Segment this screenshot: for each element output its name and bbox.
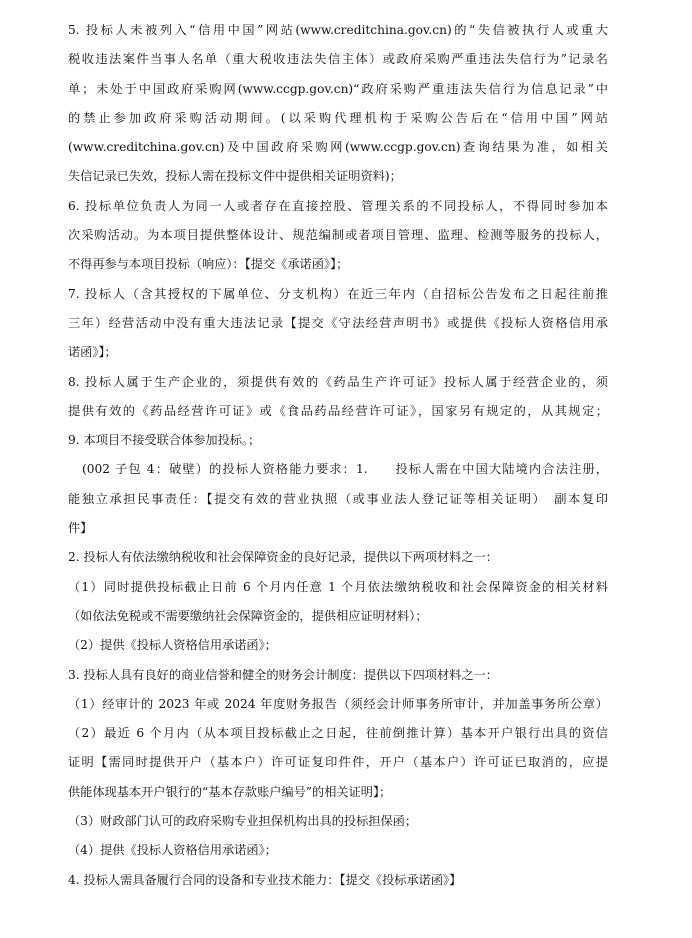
- text-line: 8. 投标人属于生产企业的，须提供有效的《药品生产许可证》投标人属于经营企业的，须: [68, 374, 608, 389]
- text-line: （4）提供《投标人资格信用承诺函》；: [68, 843, 277, 858]
- text-line: 7. 投标人（含其授权的下属单位、分支机构）在近三年内（自招标公告发布之日起往前推: [68, 286, 608, 301]
- text-line: 次采购活动。为本项目提供整体设计、规范编制或者项目管理、监理、检测等服务的投标人，: [68, 228, 608, 243]
- document-page: [68, 16, 608, 895]
- text-line: 9. 本项目不接受联合体参加投标。；: [68, 433, 261, 448]
- text-line: 能独立承担民事责任：【提交有效的营业执照（或事业法人登记证等相关证明） 副本复印: [68, 491, 608, 506]
- text-line: 税收违法案件当事人名单（重大税收违法失信主体）或政府采购严重违法失信行为”记录名: [68, 52, 608, 67]
- text-line: （1）同时提供投标截止日前 6 个月内任意 1 个月依法缴纳税收和社会保障资金的相关材料: [68, 579, 608, 594]
- text-line: （2）最近 6 个月内（从本项目投标截止之日起，往前倒推计算）基本开户银行出具的资信: [68, 726, 608, 741]
- text-line: 供能体现基本开户银行的“基本存款账户编号”的相关证明】；: [68, 784, 392, 799]
- text-line: （如依法免税或不需要缴纳社会保障资金的，提供相应证明材料）；: [68, 608, 428, 623]
- text-line: (002 子包 4：破壁）的投标人资格能力要求：1. 投标人需在中国大陆境内合法注册，: [82, 462, 608, 477]
- text-line: 诺函》】；: [68, 345, 117, 360]
- text-line: 单；未处于中国政府采购网(www.ccgp.gov.cn)“政府采购严重违法失信行为信息记录”中: [68, 81, 608, 96]
- text-line: （1）经审计的 2023 年或 2024 年度财务报告（须经会计师事务所审计，并加盖事务所公章）: [68, 696, 608, 711]
- text-line: 3. 投标人具有良好的商业信誉和健全的财务会计制度：提供以下四项材料之一：: [68, 667, 498, 682]
- text-line: 4. 投标人需具备履行合同的设备和专业技术能力：【提交《投标承诺函》】: [68, 872, 462, 887]
- text-line: 失信记录已失效，投标人需在投标文件中提供相关证明资料)；: [68, 169, 402, 184]
- text-line: 件】: [68, 521, 93, 536]
- text-line: （2）提供《投标人资格信用承诺函》；: [68, 638, 277, 653]
- text-line: 三年）经营活动中没有重大违法记录【提交《守法经营声明书》或提供《投标人资格信用承: [68, 315, 608, 330]
- text-line: 提供有效的《药品经营许可证》或《食品药品经营许可证》，国家另有规定的，从其规定；: [68, 403, 608, 418]
- text-line: (www.creditchina.gov.cn)及中国政府采购网(www.ccgp.gov.cn)查询结果为准，如相关: [68, 140, 608, 155]
- text-line: 5. 投标人未被列入“信用中国”网站(www.creditchina.gov.cn)的“失信被执行人或重大: [68, 23, 608, 37]
- text-line: 不得再参与本项目投标（响应）：【提交《承诺函》】；: [68, 257, 349, 272]
- text-line: 证明【需同时提供开户（基本户）许可证复印件件，开户（基本户）许可证已取消的，应提: [68, 755, 608, 770]
- text-line: 2. 投标人有依法缴纳税收和社会保障资金的良好记录，提供以下两项材料之一：: [68, 550, 498, 565]
- text-line: 的禁止参加政府采购活动期间。(以采购代理机构于采购公告后在“信用中国”网站: [68, 110, 608, 125]
- text-line: 6. 投标单位负责人为同一人或者存在直接控股、管理关系的不同投标人，不得同时参加本: [68, 198, 608, 213]
- text-line: （3）财政部门认可的政府采购专业担保机构出具的投标担保函；: [68, 814, 418, 829]
